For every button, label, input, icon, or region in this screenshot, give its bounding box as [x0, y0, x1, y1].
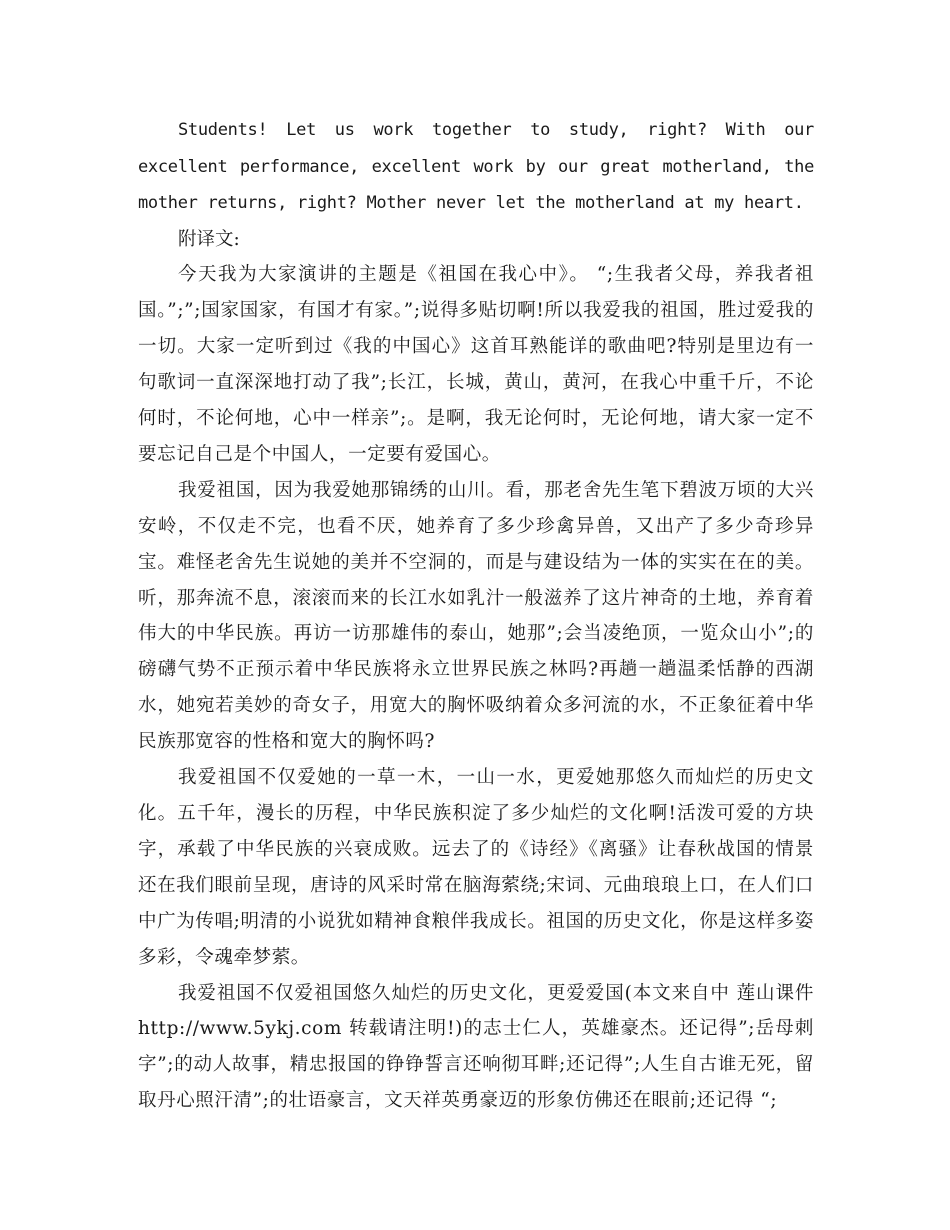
paragraph-intro: 今天我为大家演讲的主题是《祖国在我心中》。 “;生我者父母，养我者祖国。”;”;国家国家，有国才有家。”;说得多贴切啊!所以我爱我的祖国，胜过爱我的一切。大家一定听到过《我的中国心》这首耳熟能详的歌曲吧?特别是里边有一句歌词一直深深地打动了我”;长江，长城，黄山，黄河，在我心中重千斤，不论何时，不论何地，心中一样亲”;。是啊，我无论何时，无论何地，请大家一定不要忘记自己是个中国人，一定要有爱国心。 [138, 264, 814, 465]
paragraph-mountains-rivers: 我爱祖国，因为我爱她那锦绣的山川。看，那老舍先生笔下碧波万顷的大兴安岭，不仅走不完，也看不厌，她养育了多少珍禽异兽，又出产了多少奇珍异宝。难怪老舍先生说她的美并不空洞的，而是与建设结为一体的实实在在的美。听，那奔流不息，滚滚而来的长江水如乳汁一般滋养了这片神奇的土地，养育着伟大的中华民族。再访一访那雄伟的泰山，她那”;会当凌绝顶，一览众山小”;的磅礴气势不正预示着中华民族将永立世界民族之林吗?再趟一趟温柔恬静的西湖水，她宛若美妙的奇女子，用宽大的胸怀吸纳着众多河流的水，不正象征着中华民族那宽容的性格和宽大的胸怀吗? [138, 479, 814, 753]
paragraph-history-culture: 我爱祖国不仅爱她的一草一木，一山一水，更爱她那悠久而灿烂的历史文化。五千年，漫长的历程，中华民族积淀了多少灿烂的文化啊!活泼可爱的方块字，承载了中华民族的兴衰成败。远去了的《诗经》《离骚》让春秋战国的情景还在我们眼前呈现，唐诗的风采时常在脑海萦绕;宋词、元曲琅琅上口，在人们口中广为传唱;明清的小说犹如精神食粮伴我成长。祖国的历史文化，你是这样多姿多彩，令魂牵梦萦。 [138, 767, 814, 968]
english-paragraph: Students! Let us work together to study, right? With our excellent performance, excellent work by our great motherland, the mother returns, right? Mother never let the motherland at my heart. [138, 120, 814, 213]
paragraph-heroes: 我爱祖国不仅爱祖国悠久灿烂的历史文化，更爱爱国(本文来自中 莲山课件 http://www.5ykj.com 转载请注明!)的志士仁人，英雄豪杰。还记得”;岳母刺字”;的动人故事，精忠报国的铮铮誓言还响彻耳畔;还记得”;人生自古谁无死，留取丹心照汗清”;的壮语豪言，文天祥英勇豪迈的形象仿佛还在眼前;还记得 “; [138, 982, 814, 1112]
translation-label: 附译文: [178, 228, 240, 250]
document-body [138, 112, 814, 1119]
